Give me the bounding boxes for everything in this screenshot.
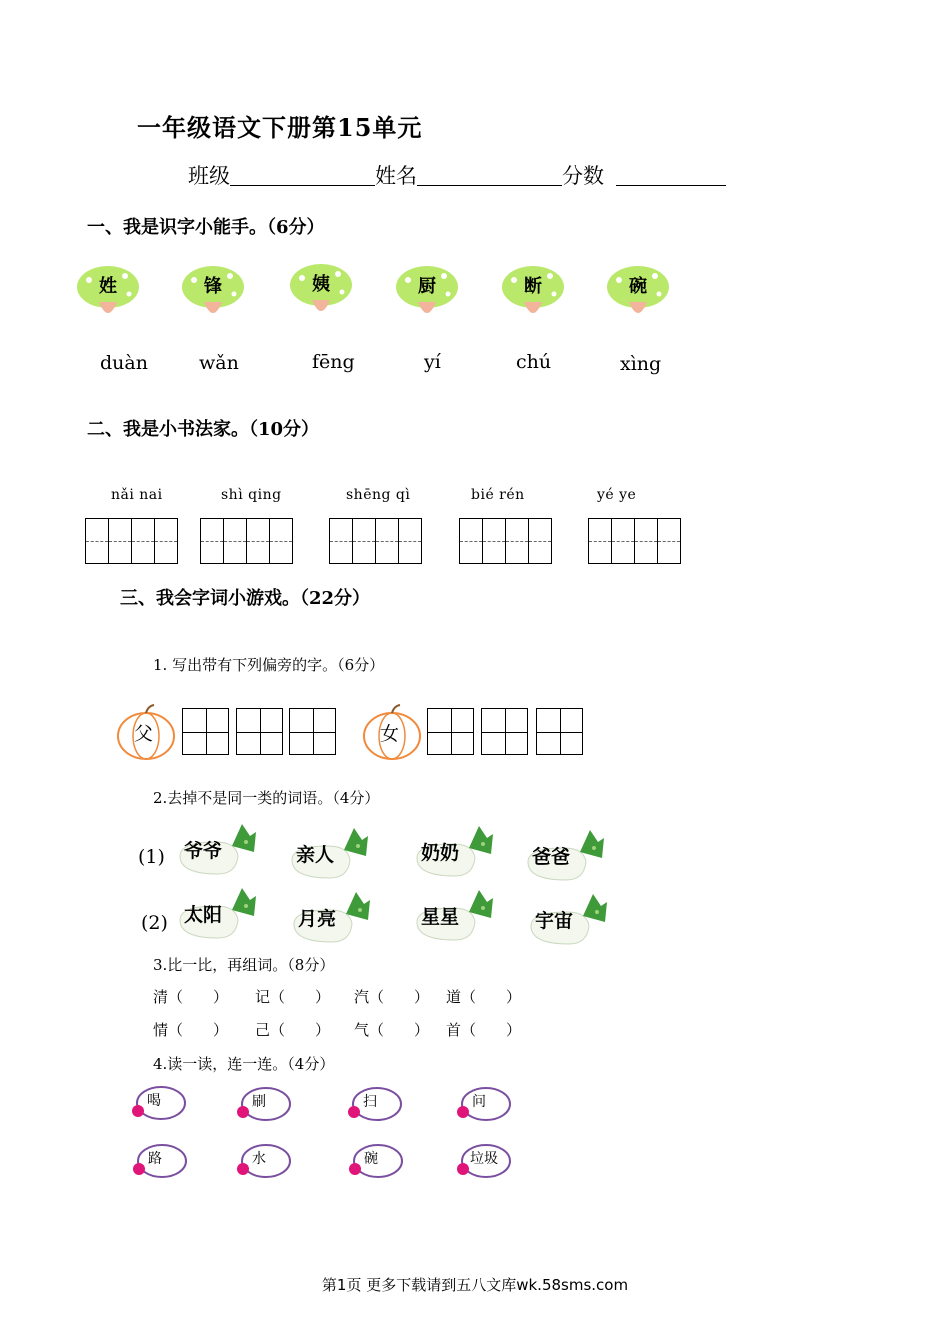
compare-item[interactable]: 道（ ）: [446, 988, 522, 1006]
section3-heading: 三、我会字词小游戏。（22分）: [120, 588, 371, 609]
word-char: 太阳: [184, 904, 223, 926]
q3-text: 3.比一比，再组词。（8分）: [153, 956, 335, 974]
mushroom-card: [502, 262, 570, 324]
pinyin-label: chú: [516, 351, 552, 373]
pinyin-label: xìng: [620, 353, 662, 375]
match-char: 喝: [147, 1093, 161, 1109]
radish-card[interactable]: [413, 888, 497, 946]
word-char: 星星: [421, 906, 460, 928]
match-bubble[interactable]: [132, 1142, 188, 1180]
q4-text: 4.读一读，连一连。（4分）: [153, 1055, 335, 1073]
match-char: 垃圾: [470, 1151, 498, 1167]
section2-heading: 二、我是小书法家。（10分）: [87, 419, 320, 440]
pumpkin-card: [116, 704, 176, 762]
radical-char: 女: [380, 723, 400, 745]
class-label: 班级: [188, 164, 230, 188]
match-char: 水: [252, 1151, 266, 1167]
radical-char: 父: [134, 723, 154, 745]
match-char: 碗: [364, 1151, 378, 1167]
student-info: [188, 160, 726, 190]
mushroom-char: 姓: [99, 276, 117, 297]
writing-grid[interactable]: [588, 518, 681, 564]
pinyin-label: bié rén: [471, 487, 525, 503]
row-label: (1): [138, 846, 165, 868]
q1-text: 1. 写出带有下列偏旁的字。（6分）: [153, 656, 385, 674]
radish-card[interactable]: [413, 824, 497, 882]
match-char: 路: [148, 1151, 162, 1167]
word-char: 爷爷: [184, 840, 223, 862]
compare-item[interactable]: 汽（ ）: [354, 988, 430, 1006]
page-title: 一年级语文下册第15单元: [137, 113, 423, 142]
compare-item[interactable]: 己（ ）: [255, 1021, 331, 1039]
radish-card[interactable]: [288, 826, 372, 884]
word-char: 月亮: [298, 908, 337, 930]
pinyin-label: duàn: [100, 352, 148, 374]
compare-item[interactable]: 气（ ）: [354, 1021, 430, 1039]
char-box[interactable]: [481, 708, 528, 755]
pinyin-label: shēng qì: [346, 487, 411, 503]
writing-grid[interactable]: [329, 518, 422, 564]
score-field[interactable]: [616, 163, 726, 186]
match-bubble[interactable]: [456, 1085, 512, 1123]
word-char: 亲人: [296, 844, 335, 866]
compare-item[interactable]: 清（ ）: [153, 988, 229, 1006]
row-label: (2): [141, 912, 168, 934]
writing-grid[interactable]: [459, 518, 552, 564]
match-bubble[interactable]: [131, 1084, 187, 1122]
class-field[interactable]: [230, 163, 375, 186]
match-char: 问: [472, 1094, 486, 1110]
mushroom-char: 碗: [629, 276, 647, 297]
score-label: 分数: [562, 164, 604, 188]
char-box[interactable]: [289, 708, 336, 755]
match-char: 扫: [363, 1094, 377, 1110]
match-bubble[interactable]: [236, 1085, 292, 1123]
match-bubble[interactable]: [347, 1085, 403, 1123]
mushroom-char: 姨: [312, 274, 330, 295]
char-box[interactable]: [182, 708, 229, 755]
writing-grid[interactable]: [85, 518, 178, 564]
match-bubble[interactable]: [456, 1142, 512, 1180]
mushroom-char: 断: [524, 276, 542, 297]
char-box[interactable]: [427, 708, 474, 755]
match-char: 刷: [252, 1094, 266, 1110]
pumpkin-card: [362, 704, 422, 762]
mushroom-card: [396, 262, 464, 324]
compare-item[interactable]: 首（ ）: [446, 1021, 522, 1039]
page-footer: 第1页 更多下载请到五八文库wk.58sms.com: [321, 1276, 629, 1294]
pinyin-label: wǎn: [199, 352, 239, 374]
match-bubble[interactable]: [236, 1142, 292, 1180]
compare-item[interactable]: 情（ ）: [153, 1021, 229, 1039]
char-box[interactable]: [236, 708, 283, 755]
radish-card[interactable]: [176, 822, 260, 880]
radish-card[interactable]: [527, 892, 611, 950]
section1-heading: 一、我是识字小能手。（6分）: [87, 217, 325, 238]
q2-text: 2.去掉不是同一类的词语。（4分）: [153, 789, 380, 807]
pinyin-label: nǎi nai: [111, 487, 163, 503]
mushroom-card: [290, 260, 358, 322]
radish-card[interactable]: [290, 890, 374, 948]
word-char: 奶奶: [421, 842, 460, 864]
mushroom-card: [607, 262, 675, 324]
word-char: 爸爸: [532, 846, 571, 868]
compare-item[interactable]: 记（ ）: [255, 988, 331, 1006]
radish-card[interactable]: [176, 886, 260, 944]
writing-grid[interactable]: [200, 518, 293, 564]
word-char: 宇宙: [535, 910, 574, 932]
match-bubble[interactable]: [348, 1142, 404, 1180]
mushroom-card: [182, 262, 250, 324]
name-field[interactable]: [417, 163, 562, 186]
mushroom-char: 厨: [418, 276, 436, 297]
mushroom-card: [77, 262, 145, 324]
pinyin-label: fēng: [312, 351, 355, 373]
mushroom-char: 锋: [204, 276, 222, 297]
name-label: 姓名: [375, 164, 417, 188]
radish-card[interactable]: [524, 828, 608, 886]
char-box[interactable]: [536, 708, 583, 755]
pinyin-label: yé ye: [597, 487, 637, 503]
pinyin-label: shì qing: [221, 487, 282, 503]
pinyin-label: yí: [424, 351, 441, 373]
